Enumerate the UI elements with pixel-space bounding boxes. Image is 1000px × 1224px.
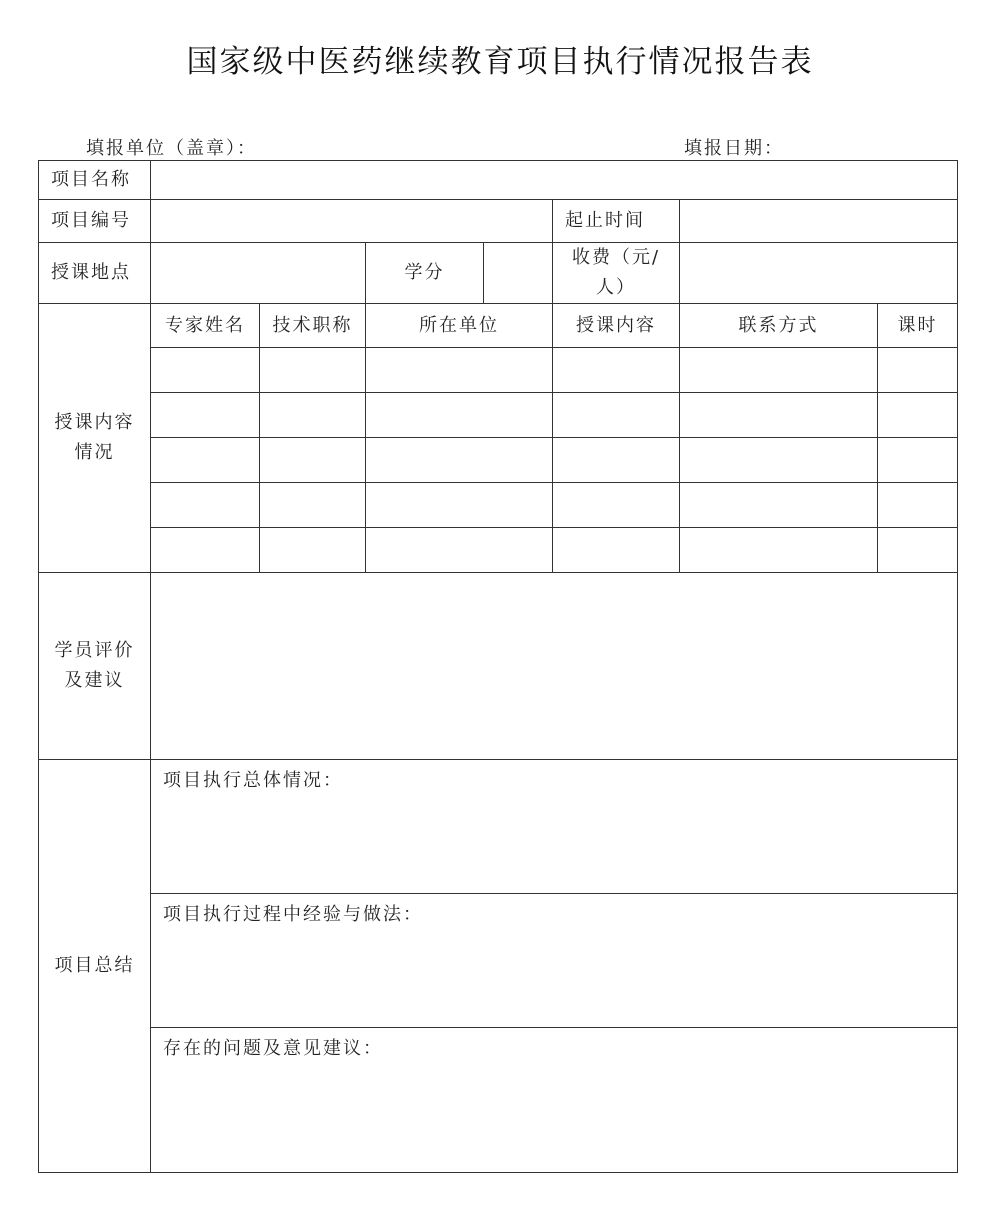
location-label: 授课地点 [39,243,151,304]
table-row [39,438,958,483]
evaluation-field[interactable] [151,573,958,760]
cell-contact[interactable] [680,483,878,528]
experience-field[interactable] [151,894,958,1028]
cell-title[interactable] [260,393,366,438]
col-affiliation: 所在单位 [366,304,553,348]
cell-hours[interactable] [878,348,958,393]
col-contact: 联系方式 [680,304,878,348]
cell-hours[interactable] [878,438,958,483]
form-title: 国家级中医药继续教育项目执行情况报告表 [186,44,814,80]
cell-affiliation[interactable] [366,348,553,393]
filling-date-label: 填报日期： [684,138,784,159]
cell-title[interactable] [260,438,366,483]
table-row [39,483,958,528]
cell-title[interactable] [260,348,366,393]
fee-field[interactable] [680,243,958,304]
overall-situation-label: 项目执行总体情况： [163,770,343,791]
project-name-label: 项目名称 [39,161,151,200]
report-form-table [38,160,958,1173]
cell-expert-name[interactable] [151,348,260,393]
credits-field[interactable] [484,243,553,304]
cell-expert-name[interactable] [151,438,260,483]
cell-content[interactable] [553,438,680,483]
cell-content[interactable] [553,483,680,528]
cell-title[interactable] [260,483,366,528]
cell-expert-name[interactable] [151,393,260,438]
cell-hours[interactable] [878,483,958,528]
col-content: 授课内容 [553,304,680,348]
issues-label: 存在的问题及意见建议： [163,1038,383,1059]
table-row [39,348,958,393]
experience-label: 项目执行过程中经验与做法： [163,904,423,925]
col-hours: 课时 [878,304,958,348]
evaluation-side-label: 学员评价及建议 [39,573,151,760]
cell-content[interactable] [553,393,680,438]
filling-unit-label: 填报单位（盖章）： [86,138,257,159]
cell-contact[interactable] [680,528,878,573]
fee-label: 收费（元/人） [553,243,680,304]
teaching-side-label: 授课内容情况 [39,304,151,573]
overall-situation-field[interactable] [151,760,958,894]
project-number-field[interactable] [151,200,553,243]
table-row [39,528,958,573]
period-label: 起止时间 [553,200,680,243]
location-field[interactable] [151,243,366,304]
cell-hours[interactable] [878,528,958,573]
cell-contact[interactable] [680,348,878,393]
cell-affiliation[interactable] [366,483,553,528]
col-expert-name: 专家姓名 [151,304,260,348]
project-name-field[interactable] [151,161,958,200]
cell-content[interactable] [553,348,680,393]
cell-title[interactable] [260,528,366,573]
cell-affiliation[interactable] [366,438,553,483]
cell-affiliation[interactable] [366,528,553,573]
cell-affiliation[interactable] [366,393,553,438]
credits-label: 学分 [366,243,484,304]
summary-side-label: 项目总结 [39,760,151,1173]
issues-field[interactable] [151,1028,958,1173]
cell-content[interactable] [553,528,680,573]
table-row [39,393,958,438]
cell-hours[interactable] [878,393,958,438]
cell-expert-name[interactable] [151,528,260,573]
cell-expert-name[interactable] [151,483,260,528]
project-number-label: 项目编号 [39,200,151,243]
period-field[interactable] [680,200,958,243]
cell-contact[interactable] [680,438,878,483]
col-title: 技术职称 [260,304,366,348]
cell-contact[interactable] [680,393,878,438]
